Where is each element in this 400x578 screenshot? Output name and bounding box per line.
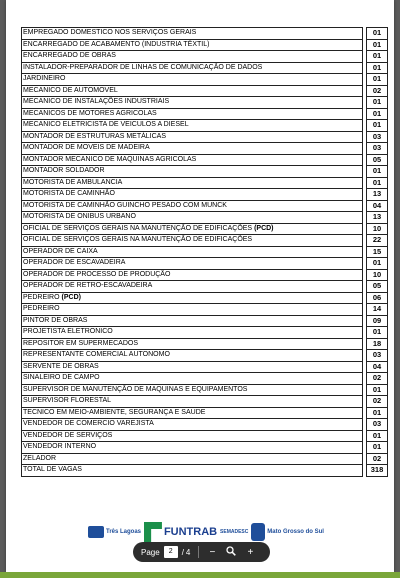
table-row <box>22 62 388 74</box>
table-row <box>22 154 388 166</box>
table-row <box>22 292 388 304</box>
vacancy-count: 15 <box>367 246 388 258</box>
vacancy-count: 01 <box>367 430 388 442</box>
occupation-name: OFICIAL DE SERVIÇOS GERAIS NA MANUTENÇÃO DE EDIFICAÇÕES <box>23 236 253 244</box>
table-row <box>22 223 388 235</box>
table-row <box>22 407 388 419</box>
occupation-cell <box>22 338 363 350</box>
table-row <box>22 327 388 339</box>
table-row <box>22 108 388 120</box>
occupation-name: TECNICO EM MEIO-AMBIENTE, SEGURANÇA E SAUDE <box>23 408 206 416</box>
occupation-name: OFICIAL DE SERVIÇOS GERAIS NA MANUTENÇÃO DE EDIFICAÇÕES <box>23 224 253 232</box>
vacancy-count: 01 <box>367 177 388 189</box>
occupation-cell <box>22 131 363 143</box>
table-row <box>22 361 388 373</box>
plus-icon[interactable]: + <box>247 546 254 558</box>
vacancies-table-body <box>22 28 388 477</box>
occupation-cell <box>22 62 363 74</box>
table-row <box>22 396 388 408</box>
vacancies-table <box>21 27 388 477</box>
occupation-name: ZELADOR <box>23 454 57 462</box>
vacancy-count: 01 <box>367 28 388 40</box>
vacancy-count: 10 <box>367 223 388 235</box>
occupation-name: SERVENTE DE OBRAS <box>23 362 99 370</box>
occupation-cell <box>22 373 363 385</box>
occupation-name: VENDEDOR DE COMERCIO VAREJISTA <box>23 420 154 428</box>
occupation-cell <box>22 74 363 86</box>
vacancy-count: 318 <box>367 465 388 477</box>
occupation-cell <box>22 350 363 362</box>
table-row <box>22 189 388 201</box>
occupation-cell <box>22 189 363 201</box>
occupation-name: MECANICOS DE MOTORES AGRICOLAS <box>23 109 157 117</box>
vacancy-count: 01 <box>367 120 388 132</box>
tres-lagoas-logo <box>88 526 141 538</box>
occupation-cell <box>22 235 363 247</box>
vacancy-count: 01 <box>367 442 388 454</box>
vacancy-count: 06 <box>367 292 388 304</box>
occupation-cell <box>22 85 363 97</box>
table-row <box>22 97 388 109</box>
table-row <box>22 384 388 396</box>
vacancy-count: 03 <box>367 143 388 155</box>
table-row <box>22 166 388 178</box>
occupation-name: OPERADOR DE CAIXA <box>23 247 98 255</box>
tres-lagoas-logo-text: Três Lagoas <box>106 529 142 535</box>
vacancy-count: 03 <box>367 131 388 143</box>
occupation-cell <box>22 453 363 465</box>
occupation-name: MONTADOR MECANICO DE MAQUINAS AGRICOLAS <box>23 155 197 163</box>
vacancy-count: 09 <box>367 315 388 327</box>
vacancy-count: 02 <box>367 373 388 385</box>
occupation-name: MONTADOR SOLDADOR <box>23 167 105 175</box>
table-row <box>22 304 388 316</box>
vacancy-count: 01 <box>367 108 388 120</box>
occupation-cell <box>22 51 363 63</box>
occupation-cell <box>22 200 363 212</box>
table-row <box>22 315 388 327</box>
occupation-cell <box>22 419 363 431</box>
occupation-cell <box>22 327 363 339</box>
total-pages: 4 <box>185 547 191 557</box>
table-row <box>22 51 388 63</box>
occupation-cell <box>22 315 363 327</box>
table-row <box>22 465 388 477</box>
table-row <box>22 212 388 224</box>
vacancy-count: 01 <box>367 407 388 419</box>
occupation-name: SINALEIRO DE CAMPO <box>23 374 100 382</box>
vacancy-count: 01 <box>367 39 388 51</box>
vacancy-count: 13 <box>367 189 388 201</box>
occupation-cell <box>22 166 363 178</box>
occupation-name: OPERADOR DE RETRO-ESCAVADEIRA <box>23 282 153 290</box>
occupation-cell <box>22 281 363 293</box>
page-separator: / <box>181 547 184 557</box>
table-row <box>22 28 388 40</box>
occupation-name: INSTALADOR-PREPARADOR DE LINHAS DE COMUNICAÇÃO DE DADOS <box>23 63 263 71</box>
vacancy-count: 10 <box>367 269 388 281</box>
occupation-name: VENDEDOR DE SERVIÇOS <box>23 431 113 439</box>
semadesc-logo-text: SEMADESC <box>220 529 249 535</box>
occupation-name: VENDEDOR INTERNO <box>23 443 97 451</box>
table-row <box>22 131 388 143</box>
vacancy-count: 14 <box>367 304 388 316</box>
occupation-cell <box>22 97 363 109</box>
occupation-name: MOTORISTA DE CAMINHÃO <box>23 190 115 198</box>
table-row <box>22 235 388 247</box>
occupation-cell <box>22 39 363 51</box>
table-row <box>22 373 388 385</box>
vacancy-count: 02 <box>367 85 388 97</box>
occupation-cell <box>22 143 363 155</box>
table-row <box>22 453 388 465</box>
table-row <box>22 246 388 258</box>
occupation-name: MONTADOR DE ESTRUTURAS METÁLICAS <box>23 132 166 140</box>
table-row <box>22 350 388 362</box>
ms-logo <box>251 523 324 541</box>
occupation-name: OPERADOR DE ESCAVADEIRA <box>23 259 126 267</box>
vacancy-count: 03 <box>367 350 388 362</box>
vacancy-count: 22 <box>367 235 388 247</box>
zoom-search-icon[interactable] <box>225 546 237 559</box>
occupation-cell <box>22 154 363 166</box>
occupation-cell <box>22 396 363 408</box>
pdf-viewer-toolbar <box>133 542 270 562</box>
table-row <box>22 269 388 281</box>
funtrab-logo <box>144 522 217 542</box>
occupation-cell <box>22 108 363 120</box>
occupation-cell <box>22 28 363 40</box>
document-page <box>6 0 394 572</box>
table-row <box>22 442 388 454</box>
occupation-name: MOTORISTA DE AMBULANCIA <box>23 178 123 186</box>
table-row <box>22 258 388 270</box>
occupation-name: OPERADOR DE PROCESSO DE PRODUÇÃO <box>23 270 171 278</box>
vacancy-count: 04 <box>367 361 388 373</box>
vacancy-count: 01 <box>367 384 388 396</box>
vacancy-count: 03 <box>367 419 388 431</box>
occupation-cell <box>22 292 363 304</box>
ms-logo-text: Mato Grosso do Sul <box>267 529 324 535</box>
occupation-name: REPOSITOR EM SUPERMECADOS <box>23 339 139 347</box>
vacancy-count: 01 <box>367 166 388 178</box>
occupation-name: SUPERVISOR DE MANUTENÇÃO DE MAQUINAS E EQUIPAMENTOS <box>23 385 248 393</box>
footer-logos <box>88 520 324 544</box>
occupation-name: REPRESENTANTE COMERCIAL AUTONOMO <box>23 351 170 359</box>
vacancy-count: 04 <box>367 200 388 212</box>
occupation-name: PROJETISTA ELETRONICO <box>23 328 113 336</box>
occupation-cell <box>22 384 363 396</box>
occupation-name: EMPREGADO DOMESTICO NOS SERVIÇOS GERAIS <box>23 29 197 37</box>
occupation-cell <box>22 258 363 270</box>
occupation-name: SUPERVISOR FLORESTAL <box>23 397 112 405</box>
vacancy-count: 02 <box>367 396 388 408</box>
pcd-tag: (PCD) <box>61 293 81 301</box>
table-row <box>22 200 388 212</box>
table-row <box>22 74 388 86</box>
occupation-cell <box>22 465 363 477</box>
vacancy-count: 01 <box>367 74 388 86</box>
occupation-cell <box>22 430 363 442</box>
table-row <box>22 338 388 350</box>
occupation-cell <box>22 269 363 281</box>
occupation-name: MONTADOR DE MOVEIS DE MADEIRA <box>23 144 150 152</box>
occupation-name: MOTORISTA DE CAMINHÃO GUINCHO PESADO COM MUNCK <box>23 201 227 209</box>
table-row <box>22 177 388 189</box>
occupation-name: PEDREIRO <box>23 293 60 301</box>
occupation-name: PEDREIRO <box>23 305 60 313</box>
vacancy-count: 01 <box>367 258 388 270</box>
occupation-cell <box>22 177 363 189</box>
vacancy-count: 18 <box>367 338 388 350</box>
ms-logo-mark <box>251 523 265 541</box>
vacancy-count: 13 <box>367 212 388 224</box>
table-row <box>22 419 388 431</box>
occupation-name: PINTOR DE OBRAS <box>23 316 88 324</box>
pcd-tag: (PCD) <box>254 224 274 232</box>
occupation-cell <box>22 120 363 132</box>
occupation-name: MECANICO ELETRICISTA DE VEICULOS A DIESEL <box>23 121 189 129</box>
occupation-cell <box>22 212 363 224</box>
table-row <box>22 39 388 51</box>
toolbar-divider <box>198 546 199 558</box>
occupation-name: ENCARREGADO DE OBRAS <box>23 52 116 60</box>
occupation-name: JARDINEIRO <box>23 75 66 83</box>
minus-icon[interactable]: − <box>209 546 216 558</box>
occupation-cell <box>22 361 363 373</box>
occupation-cell <box>22 407 363 419</box>
semadesc-logo <box>220 529 248 535</box>
vacancy-count: 01 <box>367 97 388 109</box>
funtrab-logo-text: FUNTRAB <box>163 526 218 538</box>
vacancy-count: 01 <box>367 51 388 63</box>
occupation-cell <box>22 246 363 258</box>
page-number-input[interactable]: 2 <box>164 546 178 558</box>
vacancy-count: 05 <box>367 281 388 293</box>
occupation-name: MECANICO DE AUTOMOVEL <box>23 86 118 94</box>
occupation-name: ENCARREGADO DE ACABAMENTO (INDUSTRIA TÊXTIL) <box>23 40 210 48</box>
vacancy-count: 01 <box>367 327 388 339</box>
occupation-name: MOTORISTA DE ONIBUS URBANO <box>23 213 136 221</box>
occupation-cell <box>22 223 363 235</box>
occupation-name: MECANICO DE INSTALAÇÕES INDUSTRIAIS <box>23 98 170 106</box>
page-label: Page <box>141 547 160 557</box>
occupation-cell <box>22 304 363 316</box>
background-strip <box>0 572 400 578</box>
table-row <box>22 430 388 442</box>
table-row <box>22 85 388 97</box>
vacancy-count: 05 <box>367 154 388 166</box>
vacancy-count: 02 <box>367 453 388 465</box>
funtrab-logo-mark <box>144 522 162 542</box>
tres-lagoas-logo-mark <box>88 526 104 538</box>
vacancy-count: 01 <box>367 62 388 74</box>
occupation-name: TOTAL DE VAGAS <box>23 466 82 474</box>
table-row <box>22 281 388 293</box>
table-row <box>22 143 388 155</box>
occupation-cell <box>22 442 363 454</box>
table-row <box>22 120 388 132</box>
